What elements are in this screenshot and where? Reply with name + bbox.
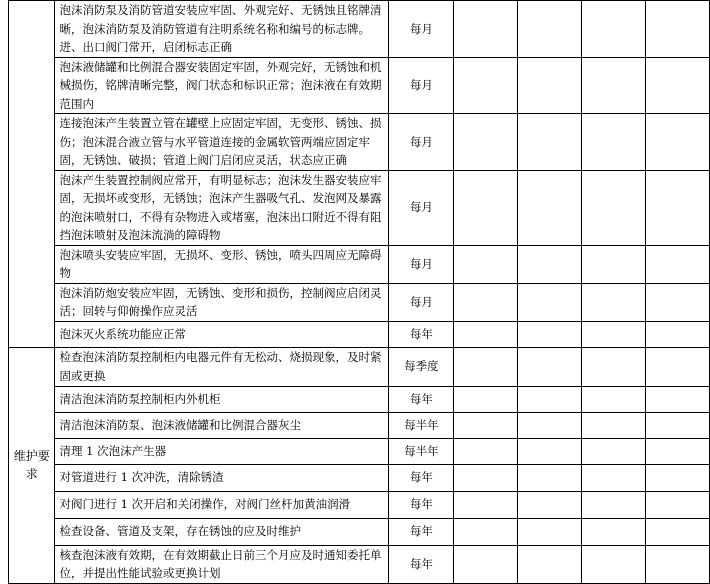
blank-cell [454, 412, 518, 438]
item-cell: 泡沫产生装置控制阀应常开，有明显标志；泡沫发生器安装应牢固，无损坏或变形，无锈蚀；泡沫产生器吸气孔、发泡网及暴露的泡沫喷射口，不得有杂物进入或堵塞，泡沫出口附近不得有阻挡泡沫喷射及泡沫流淌的障碍物 [55, 170, 389, 245]
blank-cell [454, 245, 518, 283]
blank-cell [454, 347, 518, 386]
table-row [9, 321, 710, 347]
blank-cell [518, 464, 582, 491]
blank-cell [518, 321, 582, 347]
blank-cell [582, 114, 646, 171]
blank-cell [454, 518, 518, 545]
table-row [9, 491, 710, 518]
table-row [9, 464, 710, 491]
table-row [9, 386, 710, 412]
blank-cell [582, 283, 646, 321]
blank-cell [518, 386, 582, 412]
item-cell: 泡沫灭火系统功能应正常 [55, 321, 389, 347]
blank-cell [454, 57, 518, 114]
category-cell-maintenance: 维护要求 [9, 347, 55, 583]
blank-cell [646, 545, 710, 583]
item-cell: 泡沫消防炮安装应牢固，无锈蚀、变形和损伤，控制阀应启闭灵活；回转与仰俯操作应灵活 [55, 283, 389, 321]
inspection-table [8, 0, 710, 584]
blank-cell [646, 283, 710, 321]
blank-cell [646, 518, 710, 545]
blank-cell [646, 1, 710, 58]
table-row [9, 518, 710, 545]
blank-cell [646, 114, 710, 171]
blank-cell [582, 464, 646, 491]
blank-cell [454, 386, 518, 412]
frequency-cell: 每月 [389, 114, 454, 171]
blank-cell [582, 57, 646, 114]
blank-cell [454, 1, 518, 58]
category-cell-continued [9, 1, 55, 348]
blank-cell [582, 386, 646, 412]
blank-cell [646, 438, 710, 464]
blank-cell [582, 438, 646, 464]
blank-cell [646, 57, 710, 114]
item-cell: 对管道进行 1 次冲洗，清除锈渣 [55, 464, 389, 491]
blank-cell [518, 545, 582, 583]
blank-cell [646, 464, 710, 491]
table-row [9, 545, 710, 583]
table-row [9, 170, 710, 245]
item-cell: 核查泡沫液有效期，在有效期截止日前三个月应及时通知委托单位，并提出性能试验或更换计划 [55, 545, 389, 583]
blank-cell [518, 170, 582, 245]
frequency-cell: 每年 [389, 518, 454, 545]
blank-cell [454, 321, 518, 347]
blank-cell [454, 438, 518, 464]
blank-cell [646, 386, 710, 412]
blank-cell [454, 545, 518, 583]
item-cell: 清洁泡沫消防泵、泡沫液储罐和比例混合器灰尘 [55, 412, 389, 438]
frequency-cell: 每月 [389, 170, 454, 245]
item-cell: 连接泡沫产生装置立管在罐壁上应固定牢固，无变形、锈蚀、损伤；泡沫混合液立管与水平管道连接的金属软管两端应固定牢固，无锈蚀、破损；管道上阀门启闭应灵活，状态应正确 [55, 114, 389, 171]
blank-cell [518, 491, 582, 518]
table-row [9, 114, 710, 171]
frequency-cell: 每季度 [389, 347, 454, 386]
item-cell: 检查设备、管道及支架，存在锈蚀的应及时维护 [55, 518, 389, 545]
table-row [9, 283, 710, 321]
blank-cell [582, 491, 646, 518]
blank-cell [454, 114, 518, 171]
blank-cell [582, 545, 646, 583]
blank-cell [454, 491, 518, 518]
blank-cell [646, 170, 710, 245]
frequency-cell: 每年 [389, 321, 454, 347]
blank-cell [454, 464, 518, 491]
blank-cell [518, 438, 582, 464]
table-row [9, 438, 710, 464]
frequency-cell: 每年 [389, 464, 454, 491]
blank-cell [518, 57, 582, 114]
frequency-cell: 每月 [389, 245, 454, 283]
item-cell: 泡沫喷头安装应牢固，无损坏、变形、锈蚀，喷头四周应无障碍物 [55, 245, 389, 283]
frequency-cell: 每月 [389, 57, 454, 114]
blank-cell [646, 491, 710, 518]
table-row [9, 412, 710, 438]
blank-cell [518, 245, 582, 283]
blank-cell [518, 1, 582, 58]
blank-cell [646, 347, 710, 386]
frequency-cell: 每半年 [389, 412, 454, 438]
blank-cell [646, 245, 710, 283]
blank-cell [582, 1, 646, 58]
item-cell: 检查泡沫消防泵控制柜内电器元件有无松动、烧损现象，及时紧固或更换 [55, 347, 389, 386]
blank-cell [582, 170, 646, 245]
blank-cell [582, 347, 646, 386]
blank-cell [518, 283, 582, 321]
blank-cell [582, 518, 646, 545]
item-cell: 泡沫消防泵及消防管道安装应牢固、外观完好、无锈蚀且铭牌清晰，泡沫消防泵及消防管道有注明系统名称和编号的标志牌。进、出口阀门常开，启闭标志正确 [55, 1, 389, 58]
frequency-cell: 每半年 [389, 438, 454, 464]
blank-cell [454, 283, 518, 321]
table-row [9, 57, 710, 114]
item-cell: 泡沫液储罐和比例混合器安装固定牢固，外观完好，无锈蚀和机械损伤，铭牌清晰完整，阀门状态和标识正常；泡沫液在有效期范围内 [55, 57, 389, 114]
blank-cell [646, 412, 710, 438]
table-row [9, 245, 710, 283]
blank-cell [518, 518, 582, 545]
item-cell: 清洁泡沫消防泵控制柜内外机柜 [55, 386, 389, 412]
blank-cell [582, 245, 646, 283]
frequency-cell: 每年 [389, 386, 454, 412]
frequency-cell: 每月 [389, 283, 454, 321]
blank-cell [518, 114, 582, 171]
frequency-cell: 每年 [389, 545, 454, 583]
frequency-cell: 每月 [389, 1, 454, 58]
blank-cell [518, 347, 582, 386]
blank-cell [454, 170, 518, 245]
blank-cell [518, 412, 582, 438]
item-cell: 对阀门进行 1 次开启和关闭操作，对阀门丝杆加黄油润滑 [55, 491, 389, 518]
table-row [9, 1, 710, 58]
item-cell: 清理 1 次泡沫产生器 [55, 438, 389, 464]
blank-cell [582, 321, 646, 347]
blank-cell [646, 321, 710, 347]
frequency-cell: 每年 [389, 491, 454, 518]
table-row [9, 347, 710, 386]
blank-cell [582, 412, 646, 438]
